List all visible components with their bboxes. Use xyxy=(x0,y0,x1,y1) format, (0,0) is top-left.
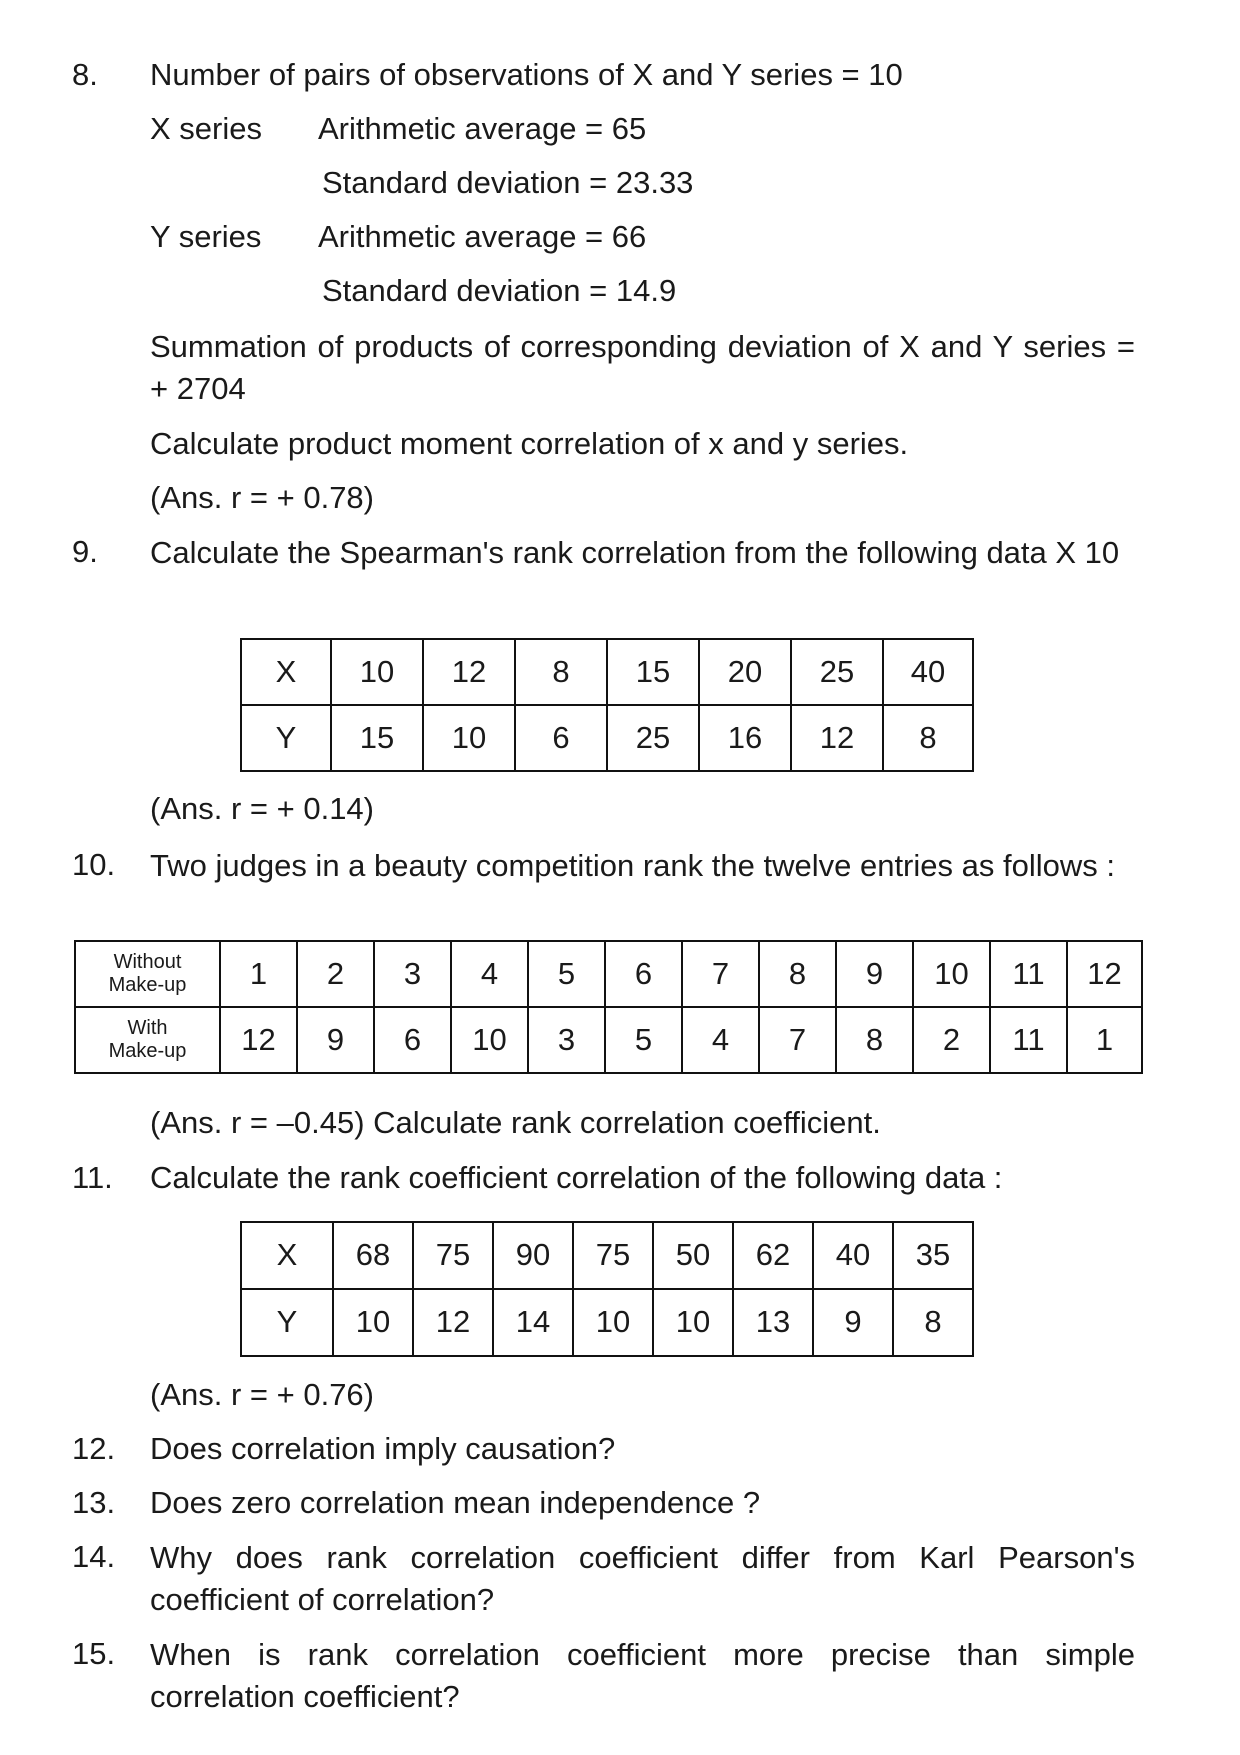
table-cell: 90 xyxy=(493,1222,573,1289)
row-label xyxy=(75,1007,220,1073)
question-text: Two judges in a beauty competition rank the twelve entries as follows : xyxy=(150,848,1115,883)
table-cell: 8 xyxy=(759,941,836,1007)
table-cell: 9 xyxy=(297,1007,374,1073)
question-number: 15. xyxy=(72,1636,116,1671)
row-label xyxy=(75,941,220,1007)
question-text: Calculate the Spearman's rank correlation from the following data X 10 xyxy=(150,535,1120,570)
answer: (Ans. r = + 0.14) xyxy=(150,791,374,826)
table-cell: 10 xyxy=(573,1289,653,1356)
spearman-data-table xyxy=(240,638,974,772)
table-cell: 16 xyxy=(699,705,791,771)
table-cell: 12 xyxy=(791,705,883,771)
table-cell: 7 xyxy=(759,1007,836,1073)
table-cell: 15 xyxy=(331,705,423,771)
table-cell: 3 xyxy=(374,941,451,1007)
table-row xyxy=(241,1222,973,1289)
answer: (Ans. r = –0.45) Calculate rank correlation coefficient. xyxy=(150,1105,881,1140)
row-label-line: With xyxy=(127,1017,168,1039)
table-cell: 10 xyxy=(331,639,423,705)
question-number: 8. xyxy=(72,57,98,92)
x-series-label: X series xyxy=(150,111,262,146)
row-label: X xyxy=(241,639,331,705)
table-cell: 11 xyxy=(990,941,1067,1007)
row-label-line: Make-up xyxy=(108,1040,187,1062)
question-text: Calculate the rank coefficient correlation of the following data : xyxy=(150,1160,1003,1195)
table-cell: 25 xyxy=(607,705,699,771)
answer: (Ans. r = + 0.78) xyxy=(150,480,374,515)
question-number: 14. xyxy=(72,1539,116,1574)
table-cell: 12 xyxy=(423,639,515,705)
table-cell: 1 xyxy=(1067,1007,1142,1073)
table-cell: 12 xyxy=(413,1289,493,1356)
row-label: Y xyxy=(241,1289,333,1356)
table-cell: 2 xyxy=(913,1007,990,1073)
question-number: 10. xyxy=(72,847,116,882)
question-text: Does correlation imply causation? xyxy=(150,1431,616,1466)
table-cell: 6 xyxy=(515,705,607,771)
table-cell: 2 xyxy=(297,941,374,1007)
row-label: Y xyxy=(241,705,331,771)
table-cell: 12 xyxy=(1067,941,1142,1007)
table-cell: 6 xyxy=(605,941,682,1007)
table-cell: 25 xyxy=(791,639,883,705)
table-cell: 62 xyxy=(733,1222,813,1289)
table-cell: 9 xyxy=(813,1289,893,1356)
table-cell: 75 xyxy=(413,1222,493,1289)
table-row xyxy=(241,1289,973,1356)
y-series-sd: Standard deviation = 14.9 xyxy=(322,273,677,308)
table-cell: 7 xyxy=(682,941,759,1007)
table-cell: 4 xyxy=(451,941,528,1007)
question-number: 11. xyxy=(72,1160,113,1195)
table-cell: 13 xyxy=(733,1289,813,1356)
answer: (Ans. r = + 0.76) xyxy=(150,1377,374,1412)
beauty-rank-table xyxy=(74,940,1143,1074)
table-cell: 10 xyxy=(333,1289,413,1356)
table-cell: 1 xyxy=(220,941,297,1007)
table-cell: 75 xyxy=(573,1222,653,1289)
table-cell: 14 xyxy=(493,1289,573,1356)
table-cell: 5 xyxy=(528,941,605,1007)
table-cell: 10 xyxy=(653,1289,733,1356)
table-cell: 10 xyxy=(913,941,990,1007)
table-cell: 6 xyxy=(374,1007,451,1073)
table-cell: 12 xyxy=(220,1007,297,1073)
table-cell: 8 xyxy=(515,639,607,705)
table-row xyxy=(241,639,973,705)
question-number: 9. xyxy=(72,534,98,569)
question-text: When is rank correlation coefficient more precise than simple correlation coefficient? xyxy=(150,1637,1135,1714)
y-series-mean: Arithmetic average = 66 xyxy=(318,219,647,254)
table-cell: 35 xyxy=(893,1222,973,1289)
table-cell: 4 xyxy=(682,1007,759,1073)
table-cell: 3 xyxy=(528,1007,605,1073)
table-cell: 15 xyxy=(607,639,699,705)
table-cell: 8 xyxy=(836,1007,913,1073)
question-text: Why does rank correlation coefficient differ from Karl Pearson's coefficient of correlation? xyxy=(150,1540,1135,1617)
table-cell: 11 xyxy=(990,1007,1067,1073)
table-row xyxy=(241,705,973,771)
task-text: Calculate product moment correlation of x and y series. xyxy=(150,426,909,461)
question-text: Does zero correlation mean independence ? xyxy=(150,1485,761,1520)
table-cell: 20 xyxy=(699,639,791,705)
rank-data-table xyxy=(240,1221,974,1357)
table-cell: 10 xyxy=(423,705,515,771)
x-series-mean: Arithmetic average = 65 xyxy=(318,111,647,146)
table-cell: 9 xyxy=(836,941,913,1007)
question-text: Number of pairs of observations of X and Y series = 10 xyxy=(150,57,903,92)
y-series-label: Y series xyxy=(150,219,262,254)
question-number: 12. xyxy=(72,1431,116,1466)
x-series-sd: Standard deviation = 23.33 xyxy=(322,165,694,200)
table-cell: 8 xyxy=(893,1289,973,1356)
table-cell: 68 xyxy=(333,1222,413,1289)
table-cell: 50 xyxy=(653,1222,733,1289)
table-cell: 40 xyxy=(813,1222,893,1289)
row-label: X xyxy=(241,1222,333,1289)
row-label-line: Make-up xyxy=(108,974,187,996)
table-row xyxy=(75,1007,1142,1073)
table-cell: 40 xyxy=(883,639,973,705)
table-cell: 8 xyxy=(883,705,973,771)
table-cell: 5 xyxy=(605,1007,682,1073)
question-number: 13. xyxy=(72,1485,116,1520)
table-row xyxy=(75,941,1142,1007)
summation-text: Summation of products of corresponding deviation of X and Y series = + 2704 xyxy=(150,329,1135,406)
table-cell: 10 xyxy=(451,1007,528,1073)
row-label-line: Without xyxy=(113,951,182,973)
